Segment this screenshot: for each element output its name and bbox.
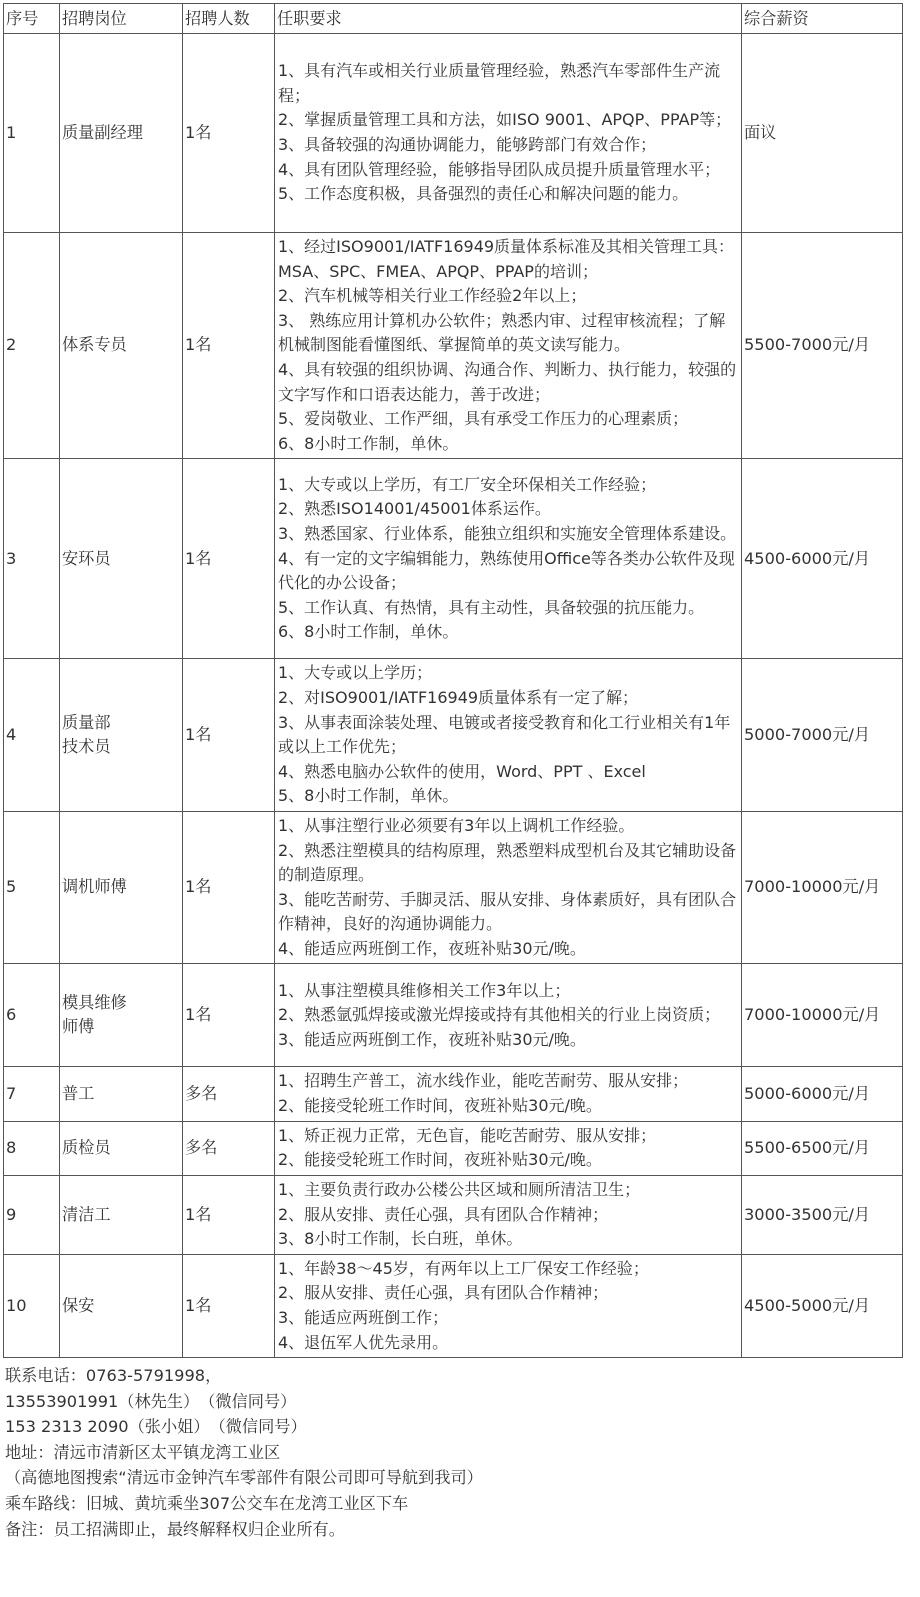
requirement-line: 1、经过ISO9001/IATF16949质量体系标准及其相关管理工具：MSA、SPC、FMEA、APQP、PPAP的培训；: [278, 237, 735, 281]
requirement-line: 2、熟悉ISO14001/45001体系运作。: [278, 499, 551, 519]
cell-count: 1名: [183, 964, 275, 1067]
requirement-line: 2、熟悉氩弧焊接或激光焊接或持有其他相关的行业上岗资质；: [278, 1005, 721, 1025]
cell-salary: 5500-6500元/月: [742, 1121, 903, 1175]
requirement-line: 2、对ISO9001/IATF16949质量体系有一定了解；: [278, 687, 639, 707]
cell-requirements: [275, 659, 742, 812]
table-row: [4, 459, 903, 659]
cell-no: 6: [4, 964, 60, 1067]
cell-position: 清洁工: [60, 1175, 183, 1254]
cell-count: 多名: [183, 1067, 275, 1121]
cell-no: 2: [4, 233, 60, 459]
requirement-line: 1、矫正视力正常，无色盲，能吃苦耐劳、服从安排；: [278, 1125, 657, 1145]
cell-requirements: [275, 34, 742, 233]
cell-position: 质检员: [60, 1121, 183, 1175]
requirement-line: 2、掌握质量管理工具和方法，如ISO 9001、APQP、PPAP等；: [278, 110, 732, 130]
table-row: [4, 811, 903, 964]
cell-requirements: [275, 1121, 742, 1175]
cell-requirements: [275, 1175, 742, 1254]
cell-position: 体系专员: [60, 233, 183, 459]
requirement-line: 4、熟悉电脑办公软件的使用，Word、PPT 、Excel: [278, 761, 646, 781]
cell-no: 4: [4, 659, 60, 812]
requirement-line: 3、从事表面涂装处理、电镀或者接受教育和化工行业相关有1年或以上工作优先；: [278, 712, 731, 757]
address-line: 地址：清远市清新区太平镇龙湾工业区: [5, 1442, 281, 1462]
cell-requirements: [275, 233, 742, 459]
cell-salary: 5000-7000元/月: [742, 659, 903, 812]
table-row: [4, 1254, 903, 1357]
cell-count: 多名: [183, 1121, 275, 1175]
requirement-line: 1、从事注塑行业必须要有3年以上调机工作经验。: [278, 815, 635, 835]
cell-no: 3: [4, 459, 60, 659]
cell-no: 1: [4, 34, 60, 233]
requirement-line: 1、年龄38～45岁，有两年以上工厂保安工作经验；: [278, 1258, 649, 1278]
requirement-line: 6、8小时工作制，单休。: [278, 622, 459, 642]
cell-position: 调机师傅: [60, 811, 183, 964]
cell-no: 9: [4, 1175, 60, 1254]
table-row: [4, 34, 903, 233]
requirement-line: 4、具有团队管理经验，能够指导团队成员提升质量管理水平；: [278, 159, 721, 179]
requirement-line: 4、有一定的文字编辑能力，熟练使用Office等各类办公软件及现代化的办公设备；: [278, 548, 735, 593]
requirement-line: 5、8小时工作制，单休。: [278, 786, 459, 806]
table-header-row: [4, 4, 903, 34]
requirement-line: 3、能适应两班倒工作，夜班补贴30元/晚。: [278, 1029, 586, 1049]
phone-line: 联系电话：0763-5791998，: [5, 1366, 222, 1385]
cell-salary: 5500-7000元/月: [742, 233, 903, 459]
position-line: 质量部: [62, 712, 111, 732]
requirement-line: 6、8小时工作制，单休。: [278, 433, 459, 453]
requirement-line: 4、能适应两班倒工作，夜班补贴30元/晚。: [278, 938, 586, 958]
table-row: [4, 659, 903, 812]
table-row: [4, 1175, 903, 1254]
cell-position: 普工: [60, 1067, 183, 1121]
header-count: 招聘人数: [183, 4, 275, 34]
table-row: [4, 1121, 903, 1175]
bus-route-line: 乘车路线：旧城、黄坑乘坐307公交车在龙湾工业区下车: [5, 1493, 409, 1513]
requirement-line: 1、具有汽车或相关行业质量管理经验，熟悉汽车零部件生产流程；: [278, 61, 721, 105]
cell-position: [60, 659, 183, 812]
header-requirements: 任职要求: [275, 4, 742, 34]
requirement-line: 5、工作态度积极，具备强烈的责任心和解决问题的能力。: [278, 184, 689, 204]
cell-count: 1名: [183, 34, 275, 233]
requirement-line: 1、招聘生产普工，流水线作业，能吃苦耐劳、服从安排；: [278, 1071, 689, 1091]
requirement-line: 5、工作认真、有热情，具有主动性，具备较强的抗压能力。: [278, 597, 705, 617]
requirement-line: 2、服从安排、责任心强，具有团队合作精神；: [278, 1204, 609, 1224]
requirement-line: 3、具备较强的沟通协调能力，能够跨部门有效合作；: [278, 135, 657, 154]
requirement-line: 2、能接受轮班工作时间，夜班补贴30元/晚。: [278, 1096, 602, 1116]
contact-line-zhang: 153 2313 2090（张小姐） （微信同号）: [5, 1417, 307, 1437]
requirement-line: 1、主要负责行政办公楼公共区域和厕所清洁卫生；: [278, 1179, 641, 1199]
map-hint-line: （高德地图搜索“清远市金钟汽车零部件有限公司即可导航到我司）: [5, 1468, 483, 1488]
header-position: 招聘岗位: [60, 4, 183, 34]
cell-salary: 3000-3500元/月: [742, 1175, 903, 1254]
requirement-line: 4、具有较强的组织协调、沟通合作、判断力、执行能力，较强的文字写作和口语表达能力，善于改进；: [278, 359, 737, 404]
cell-salary: 面议: [742, 34, 903, 233]
requirement-line: 3、8小时工作制，长白班，单休。: [278, 1229, 523, 1249]
cell-no: 5: [4, 811, 60, 964]
contact-line-lin: 13553901991（林先生） （微信同号）: [5, 1391, 297, 1411]
header-salary: 综合薪资: [742, 4, 903, 34]
cell-salary: 4500-5000元/月: [742, 1254, 903, 1357]
cell-no: 8: [4, 1121, 60, 1175]
table-row: [4, 964, 903, 1067]
requirement-line: 1、大专或以上学历；: [278, 663, 433, 683]
cell-salary: 7000-10000元/月: [742, 811, 903, 964]
requirement-line: 1、大专或以上学历，有工厂安全环保相关工作经验；: [278, 474, 657, 494]
requirement-line: 3、能吃苦耐劳、手脚灵活、服从安排、身体素质好，具有团队合作精神，良好的沟通协调能力。: [278, 889, 737, 934]
position-line: 技术员: [62, 737, 111, 757]
table-row: [4, 233, 903, 459]
requirement-line: 3、 熟练应用计算机办公软件；熟悉内审、过程审核流程；了解机械制图能看懂图纸、掌握简单的英文读写能力。: [278, 310, 726, 355]
requirement-line: 4、退伍军人优先录用。: [278, 1332, 449, 1352]
recruitment-table: [3, 3, 903, 1358]
requirement-line: 5、爱岗敬业、工作严细，具有承受工作压力的心理素质；: [278, 409, 689, 429]
cell-salary: 5000-6000元/月: [742, 1067, 903, 1121]
header-no: 序号: [4, 4, 60, 34]
cell-requirements: [275, 811, 742, 964]
requirement-line: 2、汽车机械等相关行业工作经验2年以上；: [278, 286, 587, 306]
cell-position: 安环员: [60, 459, 183, 659]
requirement-line: 2、熟悉注塑模具的结构原理，熟悉塑料成型机台及其它辅助设备的制造原理。: [278, 840, 737, 885]
contact-footer: [5, 1363, 885, 1542]
cell-no: 10: [4, 1254, 60, 1357]
cell-count: 1名: [183, 1175, 275, 1254]
requirement-line: 3、能适应两班倒工作；: [278, 1308, 449, 1328]
cell-count: 1名: [183, 233, 275, 459]
cell-requirements: [275, 1067, 742, 1121]
cell-salary: 4500-6000元/月: [742, 459, 903, 659]
cell-position: 保安: [60, 1254, 183, 1357]
position-line: 模具维修: [62, 992, 127, 1012]
cell-no: 7: [4, 1067, 60, 1121]
cell-count: 1名: [183, 1254, 275, 1357]
note-line: 备注：员工招满即止，最终解释权归企业所有。: [5, 1519, 345, 1539]
cell-requirements: [275, 459, 742, 659]
requirement-line: 3、熟悉国家、行业体系，能独立组织和实施安全管理体系建设。: [278, 523, 737, 543]
requirement-line: 2、服从安排、责任心强，具有团队合作精神；: [278, 1283, 609, 1303]
cell-position: [60, 964, 183, 1067]
cell-count: 1名: [183, 659, 275, 812]
cell-position: 质量副经理: [60, 34, 183, 233]
cell-requirements: [275, 1254, 742, 1357]
position-line: 师傅: [62, 1017, 95, 1037]
cell-requirements: [275, 964, 742, 1067]
cell-count: 1名: [183, 459, 275, 659]
table-row: [4, 1067, 903, 1121]
requirement-line: 2、能接受轮班工作时间，夜班补贴30元/晚。: [278, 1150, 602, 1170]
cell-salary: 7000-10000元/月: [742, 964, 903, 1067]
requirement-line: 1、从事注塑模具维修相关工作3年以上；: [278, 980, 571, 1000]
cell-count: 1名: [183, 811, 275, 964]
